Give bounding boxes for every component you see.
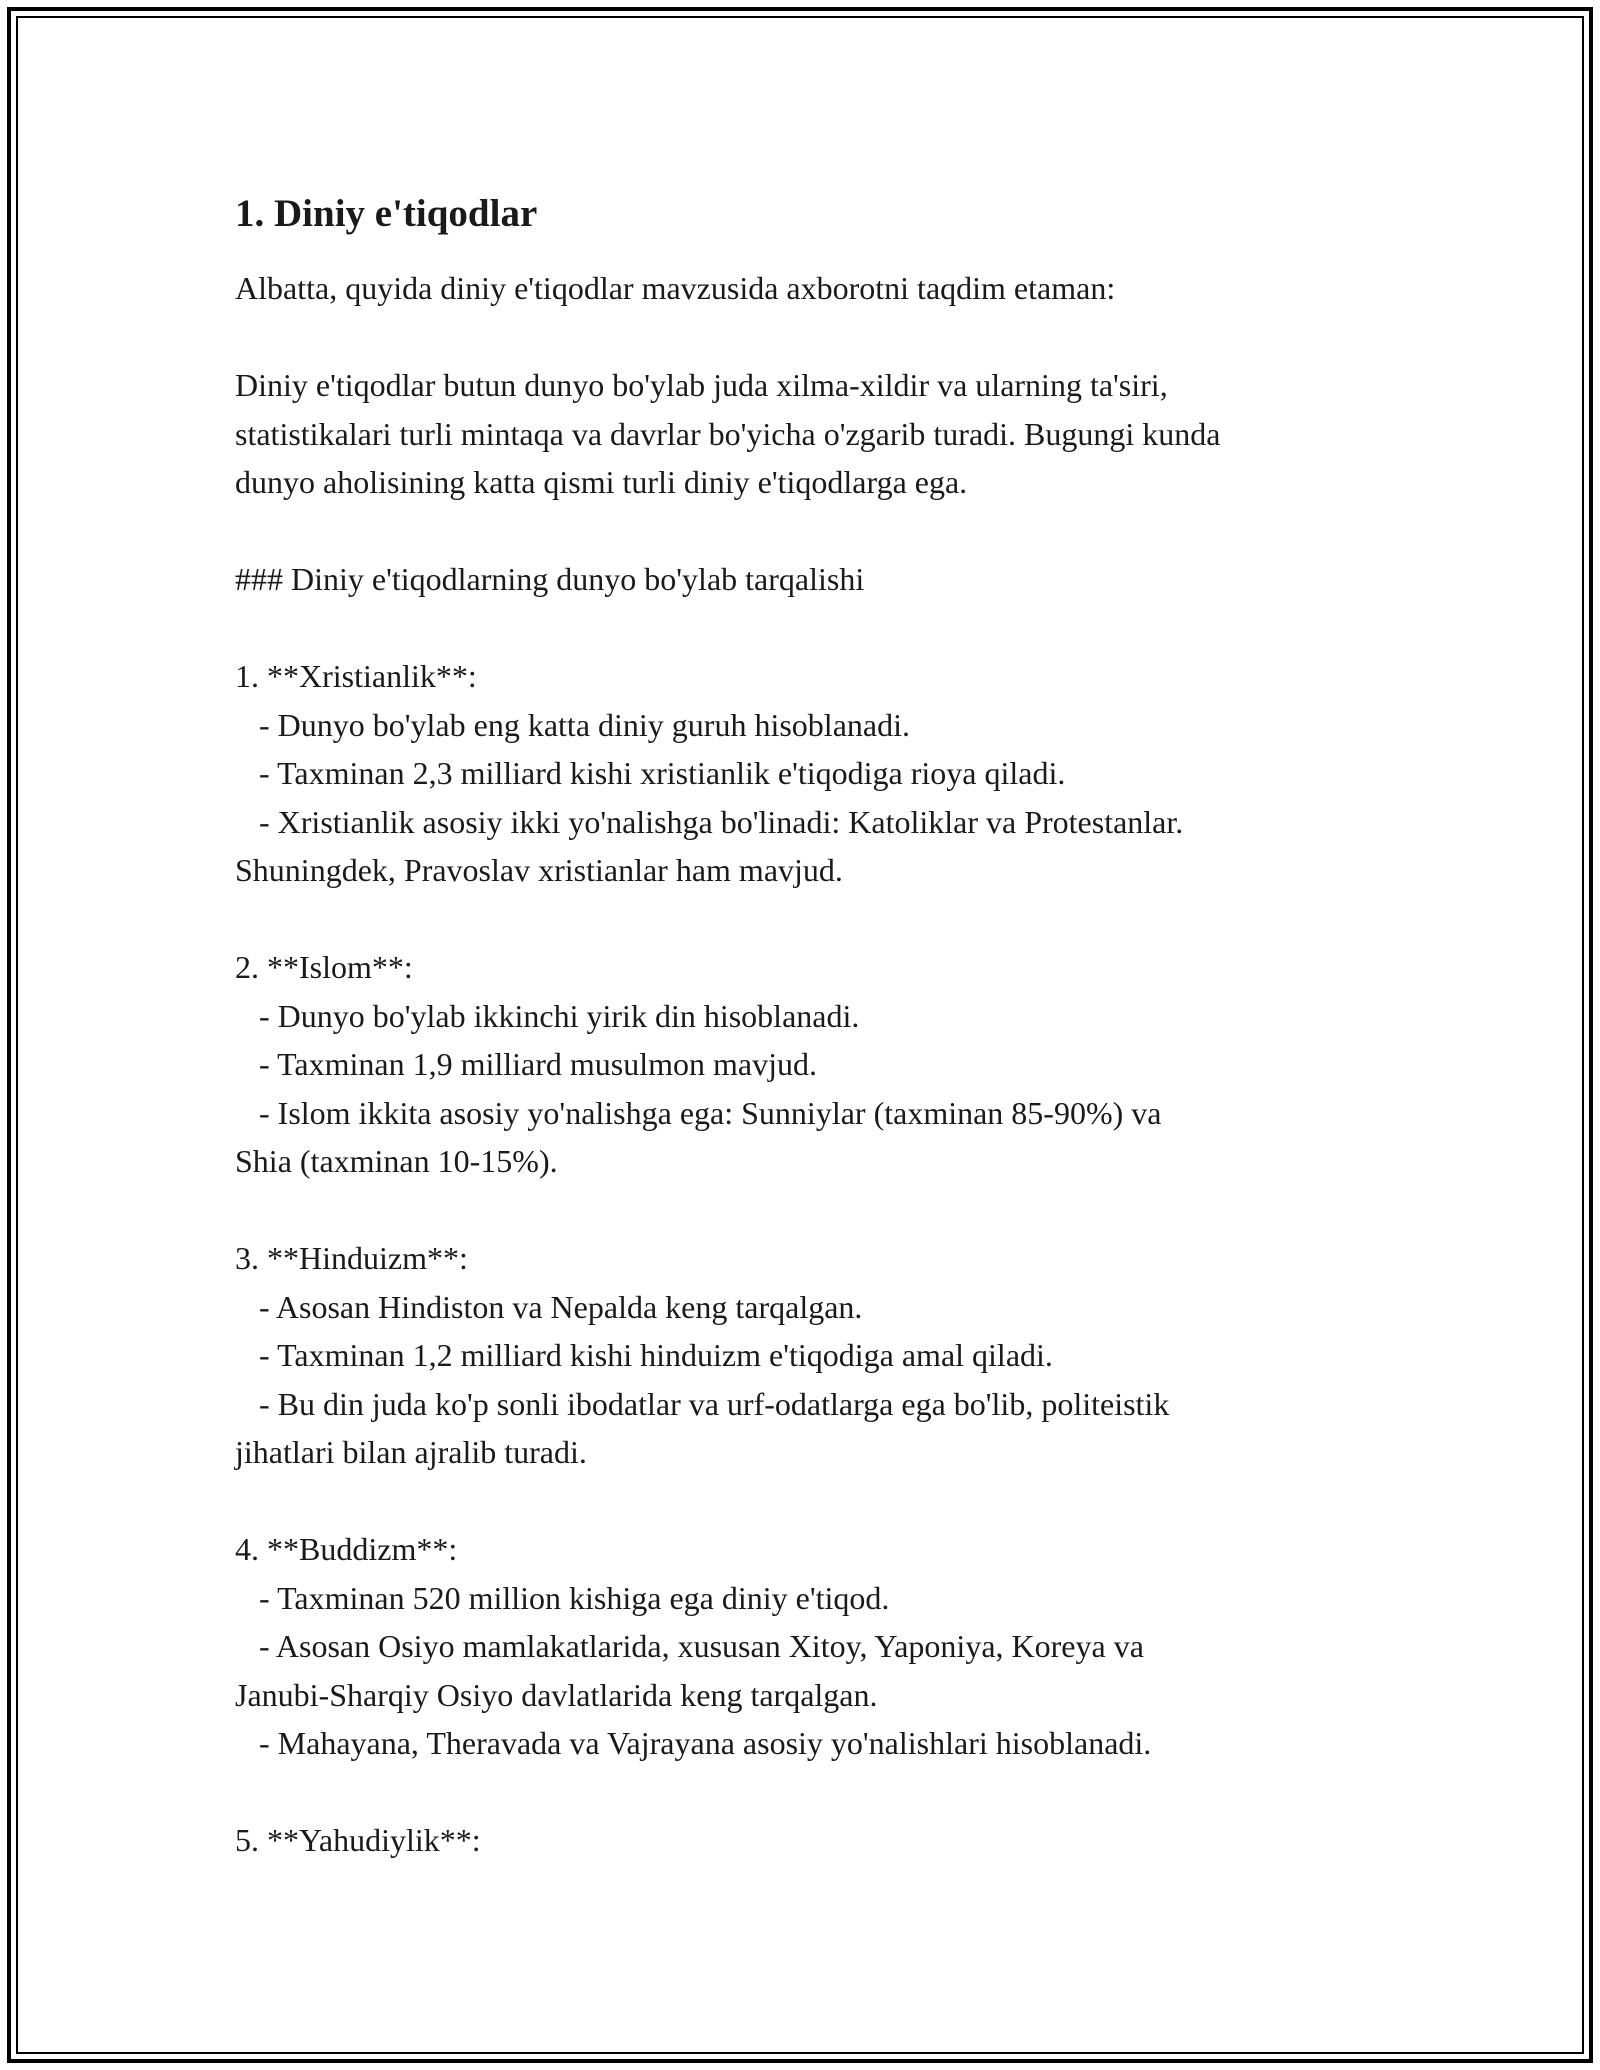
list-item: - Dunyo bo'ylab eng katta diniy guruh hisoblanadi. [235,706,910,743]
list-item: - Islom ikkita asosiy yo'nalishga ega: Sunniylar (taxminan 85-90%) va [235,1094,1162,1131]
list-item: - Bu din juda ko'p sonli ibodatlar va urf-odatlarga ega bo'lib, politeistik [235,1385,1170,1422]
list-item: - Taxminan 1,2 milliard kishi hinduizm e'tiqodiga amal qiladi. [235,1337,1053,1373]
spacer [235,604,1395,653]
list-item-continuation: Janubi-Sharqiy Osiyo davlatlarida keng tarqalgan. [235,1676,878,1713]
section-heading-yahudiylik: 5. **Yahudiylik**: [235,1822,481,1858]
spacer [235,1477,1395,1526]
list-item: - Asosan Osiyo mamlakatlarida, xususan Xitoy, Yaponiya, Koreya va [235,1628,1144,1664]
section-heading-islom: 2. **Islom**: [235,949,413,985]
spacer [235,1768,1395,1817]
list-item: - Taxminan 520 million kishiga ega diniy e'tiqod. [235,1579,890,1616]
list-item: - Xristianlik asosiy ikki yo'nalishga bo'linadi: Katoliklar va Protestanlar. [235,803,1184,840]
paragraph-line: Diniy e'tiqodlar butun dunyo bo'ylab juda xilma-xildir va ularning ta'siri, [235,367,1168,403]
subheading: ### Diniy e'tiqodlarning dunyo bo'ylab tarqalishi [235,561,865,597]
paragraph-line: statistikalari turli mintaqa va davrlar bo'yicha o'zgarib turadi. Bugungi kunda [235,415,1221,452]
list-item: - Asosan Hindiston va Nepalda keng tarqalgan. [235,1288,863,1325]
section-heading-buddizm: 4. **Buddizm**: [235,1531,458,1567]
paragraph-line: dunyo aholisining katta qismi turli diniy e'tiqodlarga ega. [235,464,968,500]
list-item: - Mahayana, Theravada va Vajrayana asosiy yo'nalishlari hisoblanadi. [235,1725,1152,1761]
list-item: - Dunyo bo'ylab ikkinchi yirik din hisoblanadi. [235,997,860,1034]
document-body [235,188,1395,1865]
list-item-continuation: Shia (taxminan 10-15%). [235,1143,558,1179]
spacer [235,1186,1395,1235]
section-heading-hinduizm: 3. **Hinduizm**: [235,1240,468,1276]
intro-line: Albatta, quyida diniy e'tiqodlar mavzusida axborotni taqdim etaman: [235,270,1116,306]
list-item: - Taxminan 2,3 milliard kishi xristianlik e'tiqodiga rioya qiladi. [235,755,1066,791]
list-item: - Taxminan 1,9 milliard musulmon mavjud. [235,1046,817,1082]
spacer [235,313,1395,362]
spacer [235,895,1395,944]
list-item-continuation: Shuningdek, Pravoslav xristianlar ham mavjud. [235,852,843,888]
section-heading-xristianlik: 1. **Xristianlik**: [235,658,477,694]
spacer [235,507,1395,556]
document-title: 1. Diniy e'tiqodlar [235,192,538,235]
list-item-continuation: jihatlari bilan ajralib turadi. [235,1434,587,1470]
